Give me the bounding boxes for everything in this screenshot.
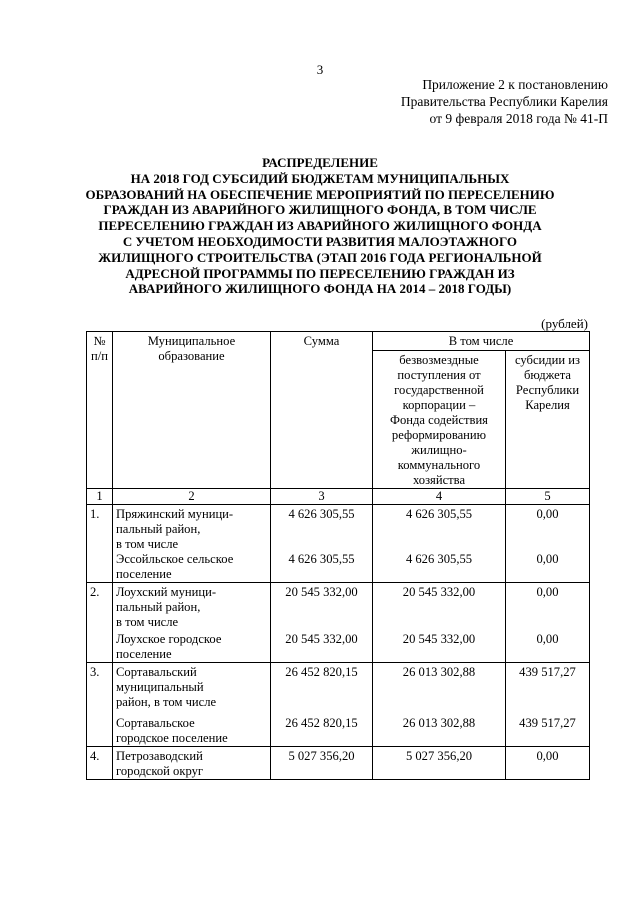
sum-cell (271, 663, 373, 747)
settlement-name-line: Сортавальское (116, 716, 195, 730)
header-text: коммунального (397, 458, 481, 472)
table-header-row (87, 332, 590, 351)
table-row (87, 747, 590, 780)
header-text: безвозмездные (399, 353, 479, 367)
municipality-name-line: пальный район, (116, 522, 201, 536)
fund-value: 5 027 356,20 (405, 749, 473, 763)
fund-cell (373, 505, 506, 583)
title-line: НА 2018 ГОД СУБСИДИЙ БЮДЖЕТАМ МУНИЦИПАЛЬНЫХ (130, 170, 510, 186)
fund-cell (373, 583, 506, 663)
sub-subsidy-value: 439 517,27 (519, 716, 576, 730)
sub-sum-value: 26 452 820,15 (285, 716, 358, 730)
municipality-name-line: городской округ (116, 764, 204, 778)
header-text: Карелия (525, 398, 570, 412)
municipality-name-line: Петрозаводский (116, 749, 203, 763)
title-line: ПЕРЕСЕЛЕНИЮ ГРАЖДАН ИЗ АВАРИЙНОГО ЖИЛИЩНОГО ФОНДА (98, 218, 542, 234)
title-line: РАСПРЕДЕЛЕНИЕ (262, 155, 378, 170)
title-line: С УЧЕТОМ НЕОБХОДИМОСТИ РАЗВИТИЯ МАЛОЭТАЖНОГО (122, 233, 518, 249)
sub-subsidy-value: 0,00 (536, 552, 559, 566)
header-text: Фонда содействия (390, 413, 488, 427)
table-row (87, 583, 590, 663)
title-line: ОБРАЗОВАНИЙ НА ОБЕСПЕЧЕНИЕ МЕРОПРИЯТИЙ ПО ПЕРЕСЕЛЕНИЮ (85, 186, 555, 202)
sub-fund-value: 26 013 302,88 (402, 716, 476, 730)
municipality-cell (113, 747, 271, 780)
subsidy-cell (506, 747, 590, 780)
column-number: 1 (87, 489, 113, 505)
sum-cell (271, 747, 373, 780)
sub-fund-value: 20 545 332,00 (402, 632, 476, 646)
municipality-name-line: пальный район, (116, 600, 201, 614)
appendix-block (401, 76, 608, 127)
header-text: образование (158, 349, 225, 363)
row-number: 1. (87, 505, 113, 583)
subsidy-value: 439 517,27 (519, 665, 576, 679)
document-title (60, 155, 580, 297)
settlement-name-line: городское поселение (116, 731, 228, 745)
sub-sum-value: 4 626 305,55 (288, 552, 355, 566)
sum-cell (271, 505, 373, 583)
header-text: Муниципальное (147, 334, 236, 348)
sum-value: 26 452 820,15 (285, 665, 358, 679)
municipality-cell (113, 583, 271, 663)
fund-value: 20 545 332,00 (402, 585, 476, 599)
row-number: 4. (87, 747, 113, 780)
municipality-name-line: Пряжинский муници- (116, 507, 234, 521)
row-number: 3. (87, 663, 113, 747)
header-number (87, 332, 113, 489)
header-text: Республики (515, 383, 580, 397)
municipality-cell (113, 663, 271, 747)
header-text: В том числе (448, 334, 514, 348)
header-subsidy (506, 351, 590, 489)
municipality-name-line: Сортавальский (116, 665, 197, 679)
row-number: 2. (87, 583, 113, 663)
column-number-row (87, 489, 590, 505)
header-fund (373, 351, 506, 489)
settlement-name-line: поселение (116, 567, 172, 581)
municipality-name-line: муниципальный (116, 680, 204, 694)
column-number: 4 (373, 489, 506, 505)
fund-value: 4 626 305,55 (405, 507, 473, 521)
table-row (87, 663, 590, 747)
header-text: реформированию (391, 428, 487, 442)
header-text: п/п (91, 349, 108, 363)
header-municipality (113, 332, 271, 489)
municipality-name-line: в том числе (116, 615, 179, 629)
header-text: бюджета (524, 368, 571, 382)
header-text: хозяйства (412, 473, 466, 487)
subsidy-cell (506, 663, 590, 747)
title-line: АВАРИЙНОГО ЖИЛИЩНОГО ФОНДА НА 2014 – 2018 ГОДЫ) (128, 281, 512, 297)
fund-value: 26 013 302,88 (402, 665, 476, 679)
subsidy-value: 0,00 (536, 749, 559, 763)
settlement-name-line: Лоухское городское (116, 632, 222, 646)
header-including (373, 332, 590, 351)
column-number: 2 (113, 489, 271, 505)
appendix-line: Приложение 2 к постановлению (422, 77, 608, 92)
sum-value: 4 626 305,55 (288, 507, 355, 521)
column-number: 5 (506, 489, 590, 505)
header-text: субсидии из (514, 353, 581, 367)
header-text: Сумма (303, 334, 340, 348)
title-line: ГРАЖДАН ИЗ АВАРИЙНОГО ЖИЛИЩНОГО ФОНДА, В ТОМ ЧИСЛЕ (103, 202, 537, 218)
settlement-name-line: Эссойльское сельское (116, 552, 234, 566)
sub-subsidy-value: 0,00 (536, 632, 559, 646)
sub-sum-value: 20 545 332,00 (285, 632, 358, 646)
distribution-table (86, 331, 590, 780)
sub-fund-value: 4 626 305,55 (405, 552, 473, 566)
header-text: № (93, 334, 106, 348)
municipality-name-line: район, в том числе (116, 695, 217, 709)
subsidy-cell (506, 505, 590, 583)
settlement-name-line: поселение (116, 647, 172, 661)
units-label: (рублей) (541, 316, 588, 331)
title-line: ЖИЛИЩНОГО СТРОИТЕЛЬСТВА (ЭТАП 2016 ГОДА РЕГИОНАЛЬНОЙ (98, 249, 542, 265)
subsidy-value: 0,00 (536, 507, 559, 521)
municipality-name-line: в том числе (116, 537, 179, 551)
header-sum (271, 332, 373, 489)
header-text: жилищно- (411, 443, 467, 457)
table-row (87, 505, 590, 583)
appendix-line: от 9 февраля 2018 года № 41-П (429, 111, 608, 126)
column-number: 3 (271, 489, 373, 505)
sum-cell (271, 583, 373, 663)
header-text: государственной (394, 383, 484, 397)
fund-cell (373, 747, 506, 780)
sum-value: 5 027 356,20 (288, 749, 355, 763)
fund-cell (373, 663, 506, 747)
title-line: АДРЕСНОЙ ПРОГРАММЫ ПО ПЕРЕСЕЛЕНИЮ ГРАЖДАН ИЗ (125, 265, 515, 281)
header-text: корпорации – (402, 398, 476, 412)
sum-value: 20 545 332,00 (285, 585, 358, 599)
municipality-name-line: Лоухский муници- (116, 585, 217, 599)
header-text: поступления от (397, 368, 481, 382)
municipality-cell (113, 505, 271, 583)
appendix-line: Правительства Республики Карелия (400, 94, 608, 109)
subsidy-cell (506, 583, 590, 663)
page-number: 3 (316, 62, 324, 77)
subsidy-value: 0,00 (536, 585, 559, 599)
